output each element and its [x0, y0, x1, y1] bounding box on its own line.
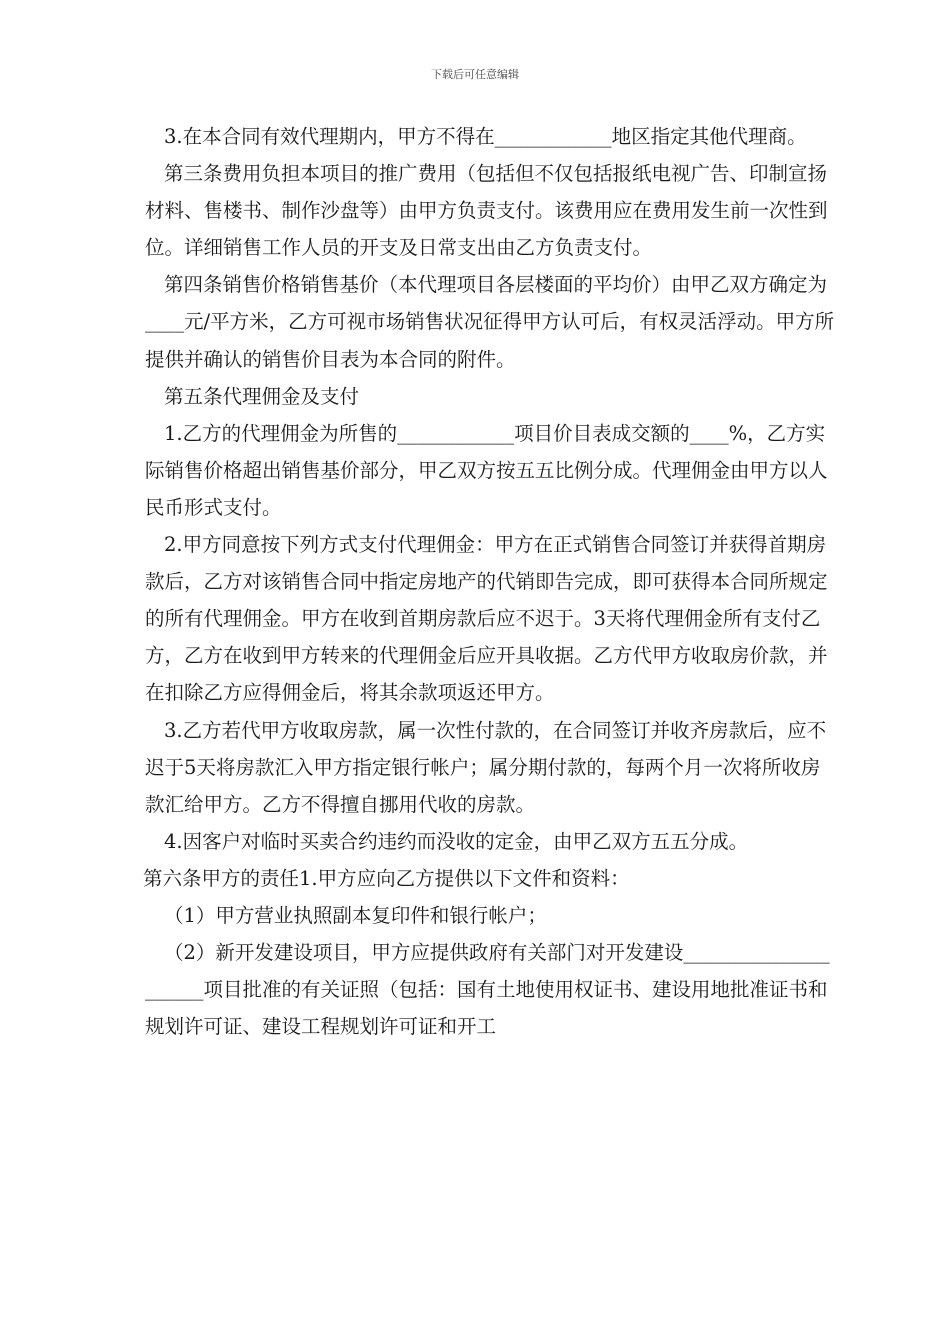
article-5-item-2: 2.甲方同意按下列方式支付代理佣金：甲方在正式销售合同签订并获得首期房款后，乙方对该销售合同中指定房地产的代销即告完成，即可获得本合同所规定的所有代理佣金。甲方在收到首期房款后应不迟于。3天将代理佣金所有支付乙方，乙方在收到甲方转来的代理佣金后应开具收据。乙方代甲方收取房价款，并在扣除乙方应得佣金后，将其余款项返还甲方。: [145, 533, 828, 705]
article-3-paragraph: 第三条费用负担本项目的推广费用（包括但不仅包括报纸电视广告、印制宣扬材料、售楼书、制作沙盘等）由甲方负责支付。该费用应在费用发生前一次性到位。详细销售工作人员的开支及日常支出由乙方负责支付。: [145, 162, 828, 260]
article-4-paragraph: 第四条销售价格销售基价（本代理项目各层楼面的平均价）由甲乙双方确定为____元/平方米，乙方可视市场销售状况征得甲方认可后，有权灵活浮动。甲方所提供并确认的销售价目表为本合同的附件。: [145, 273, 835, 371]
document-body: [145, 118, 835, 1045]
article-6-heading: 第六条甲方的责任1.甲方应向乙方提供以下文件和资料：: [143, 866, 630, 890]
clause-3-paragraph: 3.在本合同有效代理期内，甲方不得在____________地区指定其他代理商。: [164, 125, 807, 148]
article-5-heading: 第五条代理佣金及支付: [164, 384, 360, 408]
article-5-item-3: 3.乙方若代甲方收取房款，属一次性付款的，在合同签订并收齐房款后，应不迟于5天将房款汇入甲方指定银行帐户；属分期付款的，每两个月一次将所收房款汇给甲方。乙方不得擅自挪用代收的房款。: [145, 718, 827, 816]
article-6-item-2: （2）新开发建设项目，甲方应提供政府有关部门对开发建设_____________________项目批准的有关证照（包括：国有土地使用权证书、建设用地批准证书和规划许可证、建设工程规划许可证和开工: [145, 941, 830, 1039]
article-6-item-1: （1）甲方营业执照副本复印件和银行帐户；: [164, 903, 547, 927]
page-header: 下载后可任意编辑: [431, 68, 519, 81]
article-5-item-1: 1.乙方的代理佣金为所售的____________项目价目表成交额的____%，乙方实际销售价格超出销售基价部分，甲乙双方按五五比例分成。代理佣金由甲方以人民币形式支付。: [145, 421, 828, 519]
article-5-item-4: 4.因客户对临时买卖合约违约而没收的定金，由甲乙双方五五分成。: [164, 829, 749, 853]
